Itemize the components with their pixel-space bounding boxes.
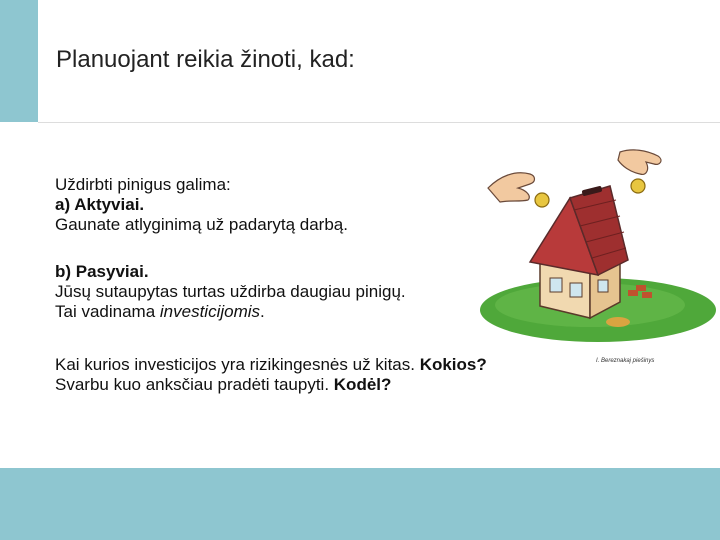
question-1 xyxy=(55,355,555,375)
option-b-heading: b) Pasyviai. xyxy=(55,262,149,281)
sand-pile xyxy=(606,317,630,327)
option-b-text: Jūsų sutaupytas turtas uždirba daugiau pinigų. xyxy=(55,282,406,301)
window-right xyxy=(570,283,582,297)
question-1-bold: Kokios? xyxy=(419,355,487,374)
intro-text: Uždirbti pinigus galima: xyxy=(55,175,231,194)
investments-term: investicijomis xyxy=(159,302,261,321)
right-coin xyxy=(631,179,645,193)
piggy-house-illustration xyxy=(470,140,718,350)
image-caption: I. Bereznakaj piešinys xyxy=(596,358,655,364)
option-a-text: Gaunate atlyginimą už padarytą darbą. xyxy=(55,215,348,234)
b-line2-prefix: Tai vadinama xyxy=(55,302,160,321)
question-1-text: Kai kurios investicijos yra rizikingesnės už kitas. xyxy=(55,355,420,374)
slide-title: Planuojant reikia žinoti, kad: xyxy=(56,46,355,73)
left-accent-band xyxy=(0,0,38,122)
footer-band xyxy=(0,468,720,540)
window-left xyxy=(550,278,562,292)
question-2-bold: Kodėl? xyxy=(333,375,392,394)
brick xyxy=(642,292,652,298)
left-coin xyxy=(535,193,549,207)
question-2-text: Svarbu kuo anksčiau pradėti taupyti. xyxy=(55,375,334,394)
right-hand xyxy=(618,150,661,174)
window-side xyxy=(598,280,608,292)
b-line2-suffix: . xyxy=(260,302,265,321)
left-hand xyxy=(488,173,535,202)
option-a-heading: a) Aktyviai. xyxy=(55,195,145,214)
title-area xyxy=(38,0,720,123)
question-2 xyxy=(55,375,555,395)
brick xyxy=(636,285,646,291)
